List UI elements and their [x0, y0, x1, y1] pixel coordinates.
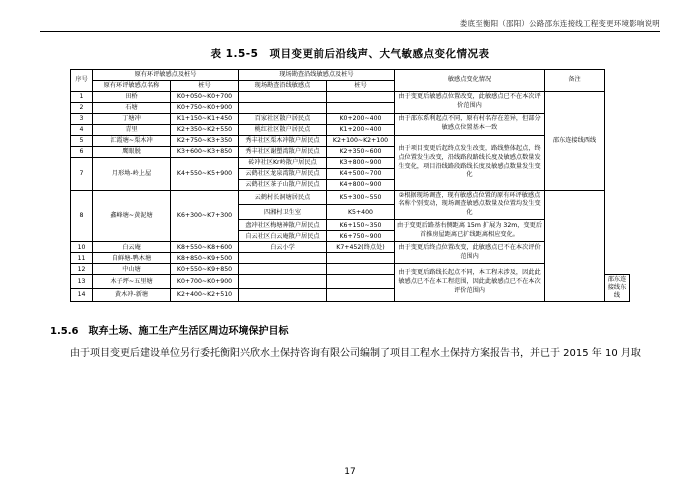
cell-old-stake: K2+350~K2+550 [171, 124, 239, 135]
sensitive-points-table [70, 69, 630, 302]
header-old-name: 原有环评敏感点名称 [93, 80, 171, 91]
cell-change-note: 由于变更后路线长起点不同，本工程未涉及，因此此敏感点已不在本工程范围，因此此敏感点已不在本次评价范围内 [395, 264, 545, 301]
cell-old-stake: K4+550~K5+900 [171, 157, 239, 190]
cell-old-name: 黄木冲-新塘 [93, 288, 171, 301]
cell-seq: 3 [71, 113, 93, 124]
cell-new-name: 百家社区散户居民点 [239, 113, 327, 124]
cell-seq: 14 [71, 288, 93, 301]
cell-seq: 12 [71, 264, 93, 275]
cell-old-stake: K3+600~K3+850 [171, 146, 239, 157]
section-paragraph: 由于项目变更后建设单位另行委托衡阳兴欣水土保持咨询有限公司编制了项目工程水土保持方案报告书，并已于 2015 年 10 月取 [70, 347, 641, 359]
table-group-header-row [71, 70, 630, 81]
cell-old-stake: K0+750~K0+900 [171, 102, 239, 113]
cell-change-note: 由于变更后路基右侧距离 15m 扩展为 32m，变更后首推房屋距离已扩线距离相应变化。 [395, 220, 545, 242]
cell-new-stake: K2+350~600 [327, 146, 395, 157]
header-old-group: 原有环评敏感点及桩号 [93, 70, 239, 81]
cell-change-note: 由于变更后终点位置改变，此敏感点已不在本次评价范围内 [395, 242, 545, 264]
cell-old-stake: K8+550~K8+600 [171, 242, 239, 253]
cell-old-stake: K2+400~K2+510 [171, 288, 239, 301]
cell-old-name: 中山塘 [93, 264, 171, 275]
cell-remark [545, 190, 605, 301]
cell-new-stake: K5+300~550 [327, 190, 395, 205]
section-heading: 1.5.6 取弃土场、施工生产生活区周边环境保护目标 [50, 325, 289, 337]
cell-new-stake: K3+800~900 [327, 157, 395, 168]
cell-new-name: 云鹤社区茶子山散户居民点 [239, 179, 327, 190]
cell-new-name [239, 264, 327, 275]
cell-new-stake: K6+150~350 [327, 220, 395, 231]
cell-change-note: ②根据现场调查，现有敏感点位置的原有环评敏感点名称个别变动，现场调查敏感点数量及位置均发生变化 [395, 190, 545, 220]
header-new-stake: 桩号 [327, 80, 395, 91]
cell-new-stake [327, 288, 395, 301]
cell-new-stake [327, 264, 395, 275]
cell-seq: 6 [71, 146, 93, 157]
cell-change-note: 由于邵东系利起点不同，原有村名存在差异，但部分敏感点位置基本一致 [395, 113, 545, 135]
table-body [71, 91, 630, 301]
cell-seq: 1 [71, 91, 93, 102]
cell-new-name: 盘冲社区梅塘神散户居民点 [239, 220, 327, 231]
cell-old-name: 月形坳-岭上屋 [93, 157, 171, 190]
cell-old-name: 青里 [93, 124, 171, 135]
header-divider [40, 31, 660, 32]
table-row [71, 91, 630, 102]
cell-old-name: 鑫峰塘~黄泥塘 [93, 190, 171, 242]
cell-new-name: 云鹤社区龙泉湾散户居民点 [239, 168, 327, 179]
running-head: 娄底至衡阳（邵阳）公路邵东连接线工程变更环境影响说明 [459, 19, 660, 28]
header-new-name: 现场勘查沿线敏感点 [239, 80, 327, 91]
cell-new-stake: K2+100~K2+100 [327, 135, 395, 146]
cell-seq: 13 [71, 275, 93, 288]
cell-new-stake: K1+200~400 [327, 124, 395, 135]
cell-new-stake: K4+800~900 [327, 179, 395, 190]
cell-old-name: 田桥 [93, 91, 171, 102]
cell-new-name: 四湘村卫生室 [239, 205, 327, 220]
header-seq: 序号 [71, 70, 93, 92]
cell-new-stake: K0+200~400 [327, 113, 395, 124]
cell-new-name [239, 288, 327, 301]
cell-old-name: 汇霞塘~栗木冲 [93, 135, 171, 146]
cell-seq: 2 [71, 102, 93, 113]
table-row [71, 190, 630, 205]
cell-old-stake: K0+700~K0+900 [171, 275, 239, 288]
cell-old-name: 木子坪~五里塘 [93, 275, 171, 288]
cell-old-stake: K0+050~K0+700 [171, 91, 239, 102]
cell-old-name: 石塘 [93, 102, 171, 113]
cell-old-stake: K0+550~K9+850 [171, 264, 239, 275]
cell-old-name: 白云庵 [93, 242, 171, 253]
cell-new-stake [327, 102, 395, 113]
header-old-stake: 桩号 [171, 80, 239, 91]
cell-seq: 4 [71, 124, 93, 135]
cell-new-stake [327, 91, 395, 102]
cell-seq: 11 [71, 253, 93, 264]
cell-new-name [239, 102, 327, 113]
cell-remark: 邵东连接线东线 [605, 275, 630, 301]
page-number: 17 [344, 467, 356, 477]
header-change: 敏感点变化情况 [395, 70, 545, 92]
cell-old-name: 丁塘冲 [93, 113, 171, 124]
header-new-group: 现场勘查沿线敏感点及桩号 [239, 70, 395, 81]
cell-new-name [239, 91, 327, 102]
cell-new-name: 砖冲社区Kr岭散户居民点 [239, 157, 327, 168]
header-remark: 备注 [545, 70, 605, 92]
cell-change-note: 由于变更后敏感点位置改变，此敏感点已不在本次评价范围内 [395, 91, 545, 113]
cell-new-stake: K7+452(终点处) [327, 242, 395, 253]
cell-new-name [239, 275, 327, 288]
cell-old-stake: K6+300~K7+300 [171, 190, 239, 242]
cell-seq: 10 [71, 242, 93, 253]
cell-new-name: 桃红社区散户居民点 [239, 124, 327, 135]
cell-old-stake: K1+150~K1+450 [171, 113, 239, 124]
cell-new-stake [327, 253, 395, 264]
cell-change-note: 由于项目变更后起终点发生改变，路线整体起点，终点位置发生改变，沿线路段路线长度及敏感点数量发生变化，项目沿线路段路线长度及敏感点数量发生变化 [395, 135, 545, 190]
cell-old-stake: K2+750~K3+350 [171, 135, 239, 146]
cell-old-name: 鹰眼脱 [93, 146, 171, 157]
cell-old-stake: K8+850~K9+500 [171, 253, 239, 264]
cell-seq: 7 [71, 157, 93, 190]
cell-new-name: 白云小学 [239, 242, 327, 253]
cell-remark: 邵东连接线西线 [545, 91, 605, 190]
cell-new-stake: K6+750~900 [327, 231, 395, 242]
cell-new-stake: K4+500~700 [327, 168, 395, 179]
cell-new-name: 自云社区白云庵散户居民点 [239, 231, 327, 242]
cell-new-name: 云鹤村长洞塘居民点 [239, 190, 327, 205]
cell-seq: 5 [71, 135, 93, 146]
cell-new-name [239, 253, 327, 264]
table-title: 表 1.5-5 项目变更前后沿线声、大气敏感点变化情况表 [210, 48, 490, 60]
cell-new-name: 秀丰社区栗木冲散户居民点 [239, 135, 327, 146]
cell-new-stake [327, 275, 395, 288]
cell-old-name: 自鲜塘-鸭木塘 [93, 253, 171, 264]
cell-new-stake: K5+400 [327, 205, 395, 220]
cell-seq: 8 [71, 190, 93, 242]
cell-new-name: 秀丰社区谢塑湾散户居民点 [239, 146, 327, 157]
